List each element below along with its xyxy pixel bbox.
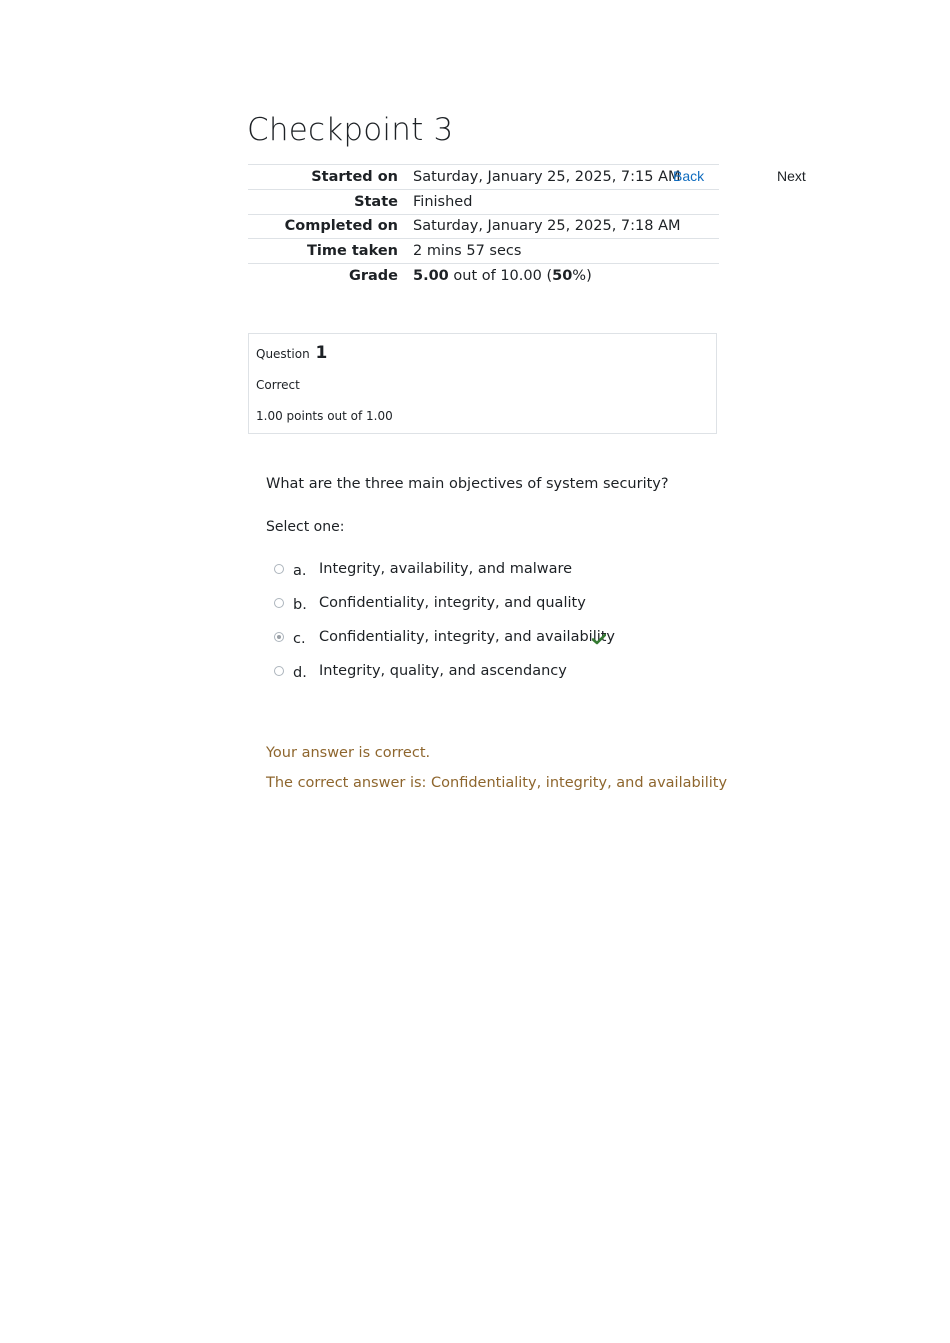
question-state: Correct bbox=[256, 378, 300, 392]
question-info-box bbox=[248, 333, 717, 434]
grade-value bbox=[413, 264, 719, 289]
next-link[interactable]: Next bbox=[777, 168, 806, 184]
started-value: Saturday, January 25, 2025, 7:15 AM bbox=[413, 165, 719, 190]
summary-row-grade bbox=[248, 264, 719, 289]
grade-out-of: out of 10.00 ( bbox=[448, 268, 553, 285]
select-one-prompt: Select one: bbox=[266, 519, 345, 535]
grade-score: 5.00 bbox=[413, 268, 449, 285]
option-text: Confidentiality, integrity, and availability bbox=[319, 629, 616, 645]
grade-percent: 50 bbox=[552, 268, 573, 285]
option-letter: d. bbox=[293, 665, 307, 681]
check-icon bbox=[592, 633, 606, 645]
completed-label: Completed on bbox=[248, 214, 413, 239]
radio-d[interactable] bbox=[274, 666, 284, 676]
question-points: 1.00 points out of 1.00 bbox=[256, 409, 393, 423]
time-taken-label: Time taken bbox=[248, 239, 413, 264]
option-letter: b. bbox=[293, 597, 307, 613]
feedback-correct: Your answer is correct. bbox=[266, 745, 431, 761]
state-value: Finished bbox=[413, 189, 719, 214]
started-label: Started on bbox=[248, 165, 413, 190]
question-text: What are the three main objectives of system security? bbox=[266, 476, 669, 492]
option-letter: a. bbox=[293, 563, 307, 579]
grade-percent-sign: %) bbox=[572, 268, 592, 285]
option-letter: c. bbox=[293, 631, 306, 647]
summary-row-time bbox=[248, 239, 719, 264]
question-number-label: Question bbox=[256, 347, 310, 361]
attempt-summary-table bbox=[248, 164, 719, 288]
state-label: State bbox=[248, 189, 413, 214]
question-number-value: 1 bbox=[315, 343, 328, 363]
back-link[interactable]: Back bbox=[673, 168, 705, 184]
radio-c[interactable] bbox=[274, 632, 284, 642]
question-number bbox=[256, 343, 327, 363]
page-title: Checkpoint 3 bbox=[247, 112, 454, 148]
option-text: Integrity, quality, and ascendancy bbox=[319, 663, 567, 679]
radio-a[interactable] bbox=[274, 564, 284, 574]
summary-row-state bbox=[248, 189, 719, 214]
completed-value: Saturday, January 25, 2025, 7:18 AM bbox=[413, 214, 719, 239]
grade-label: Grade bbox=[248, 264, 413, 289]
radio-b[interactable] bbox=[274, 598, 284, 608]
time-taken-value: 2 mins 57 secs bbox=[413, 239, 719, 264]
option-text: Confidentiality, integrity, and quality bbox=[319, 595, 586, 611]
correct-answer-feedback: The correct answer is: Confidentiality, integrity, and availability bbox=[266, 775, 728, 791]
summary-row-started bbox=[248, 165, 719, 190]
summary-row-completed bbox=[248, 214, 719, 239]
option-text: Integrity, availability, and malware bbox=[319, 561, 573, 577]
